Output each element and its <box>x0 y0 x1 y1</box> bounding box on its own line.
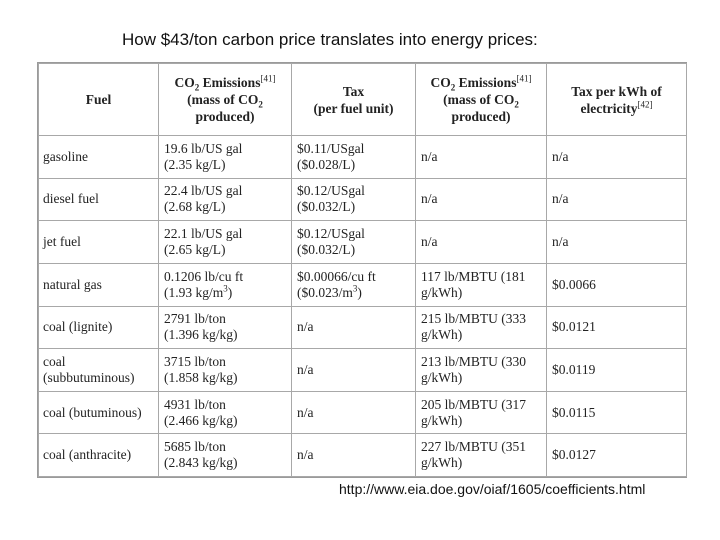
cell-co2-energy: 117 lb/MBTU (181 g/kWh) <box>416 263 547 306</box>
cell-tax-kwh: n/a <box>547 178 687 221</box>
cell-tax: n/a <box>292 391 416 434</box>
cell-fuel: coal (anthracite) <box>39 434 159 477</box>
cell-co2-mass: 4931 lb/ton (2.466 kg/kg) <box>159 391 292 434</box>
header-co2-energy: $CO_2$ Emissions[41] (mass of $CO_2$ produced) <box>416 64 547 136</box>
cell-co2-mass: 0.1206 lb/cu ft (1.93 $kg/m^3$) <box>159 263 292 306</box>
table-row <box>39 349 687 392</box>
emissions-table <box>38 63 687 477</box>
table-row <box>39 221 687 264</box>
cell-tax-kwh: n/a <box>547 221 687 264</box>
table-row <box>39 306 687 349</box>
cell-co2-mass: 22.1 lb/US gal (2.65 kg/L) <box>159 221 292 264</box>
cell-fuel: natural gas <box>39 263 159 306</box>
cell-tax: $0.12/USgal ($0.032/L) <box>292 221 416 264</box>
table-row <box>39 263 687 306</box>
cell-co2-energy: n/a <box>416 136 547 179</box>
cell-fuel: coal (butuminous) <box>39 391 159 434</box>
cell-tax-kwh: $0.0066 <box>547 263 687 306</box>
table-row <box>39 136 687 179</box>
cell-tax: n/a <box>292 306 416 349</box>
cell-co2-mass: 5685 lb/ton (2.843 kg/kg) <box>159 434 292 477</box>
header-fuel: Fuel <box>39 64 159 136</box>
table-header-row <box>39 64 687 136</box>
header-tax-per-kwh: Tax per kWh of electricity[42] <box>547 64 687 136</box>
cell-tax-kwh: $0.0119 <box>547 349 687 392</box>
cell-tax-kwh: n/a <box>547 136 687 179</box>
cell-fuel: coal (lignite) <box>39 306 159 349</box>
cell-tax: $0.12/USgal ($0.032/L) <box>292 178 416 221</box>
cell-tax-kwh: $0.0115 <box>547 391 687 434</box>
header-tax: Tax (per fuel unit) <box>292 64 416 136</box>
cell-co2-mass: 2791 lb/ton (1.396 kg/kg) <box>159 306 292 349</box>
cell-fuel: jet fuel <box>39 221 159 264</box>
cell-co2-energy: 215 lb/MBTU (333 g/kWh) <box>416 306 547 349</box>
cell-fuel: coal (subbutuminous) <box>39 349 159 392</box>
cell-tax-kwh: $0.0127 <box>547 434 687 477</box>
header-co2-mass: $CO_2$ Emissions[41] (mass of $CO_2$ produced) <box>159 64 292 136</box>
cell-co2-mass: 22.4 lb/US gal (2.68 kg/L) <box>159 178 292 221</box>
cell-co2-mass: 19.6 lb/US gal (2.35 kg/L) <box>159 136 292 179</box>
cell-co2-mass: 3715 lb/ton (1.858 kg/kg) <box>159 349 292 392</box>
cell-co2-energy: n/a <box>416 221 547 264</box>
cell-fuel: diesel fuel <box>39 178 159 221</box>
table-row <box>39 178 687 221</box>
cell-co2-energy: 205 lb/MBTU (317 g/kWh) <box>416 391 547 434</box>
cell-tax: n/a <box>292 349 416 392</box>
source-url: http://www.eia.doe.gov/oiaf/1605/coefficients.html <box>339 481 646 497</box>
cell-tax: $0.00066/cu ft $(\$0.023/m^3)$ <box>292 263 416 306</box>
cell-tax: $0.11/USgal ($0.028/L) <box>292 136 416 179</box>
page-title: How $43/ton carbon price translates into energy prices: <box>122 30 538 49</box>
table-row <box>39 391 687 434</box>
cell-co2-energy: n/a <box>416 178 547 221</box>
emissions-table-container <box>37 62 687 478</box>
cell-co2-energy: 227 lb/MBTU (351 g/kWh) <box>416 434 547 477</box>
cell-co2-energy: 213 lb/MBTU (330 g/kWh) <box>416 349 547 392</box>
cell-tax-kwh: $0.0121 <box>547 306 687 349</box>
table-row <box>39 434 687 477</box>
cell-fuel: gasoline <box>39 136 159 179</box>
cell-tax: n/a <box>292 434 416 477</box>
